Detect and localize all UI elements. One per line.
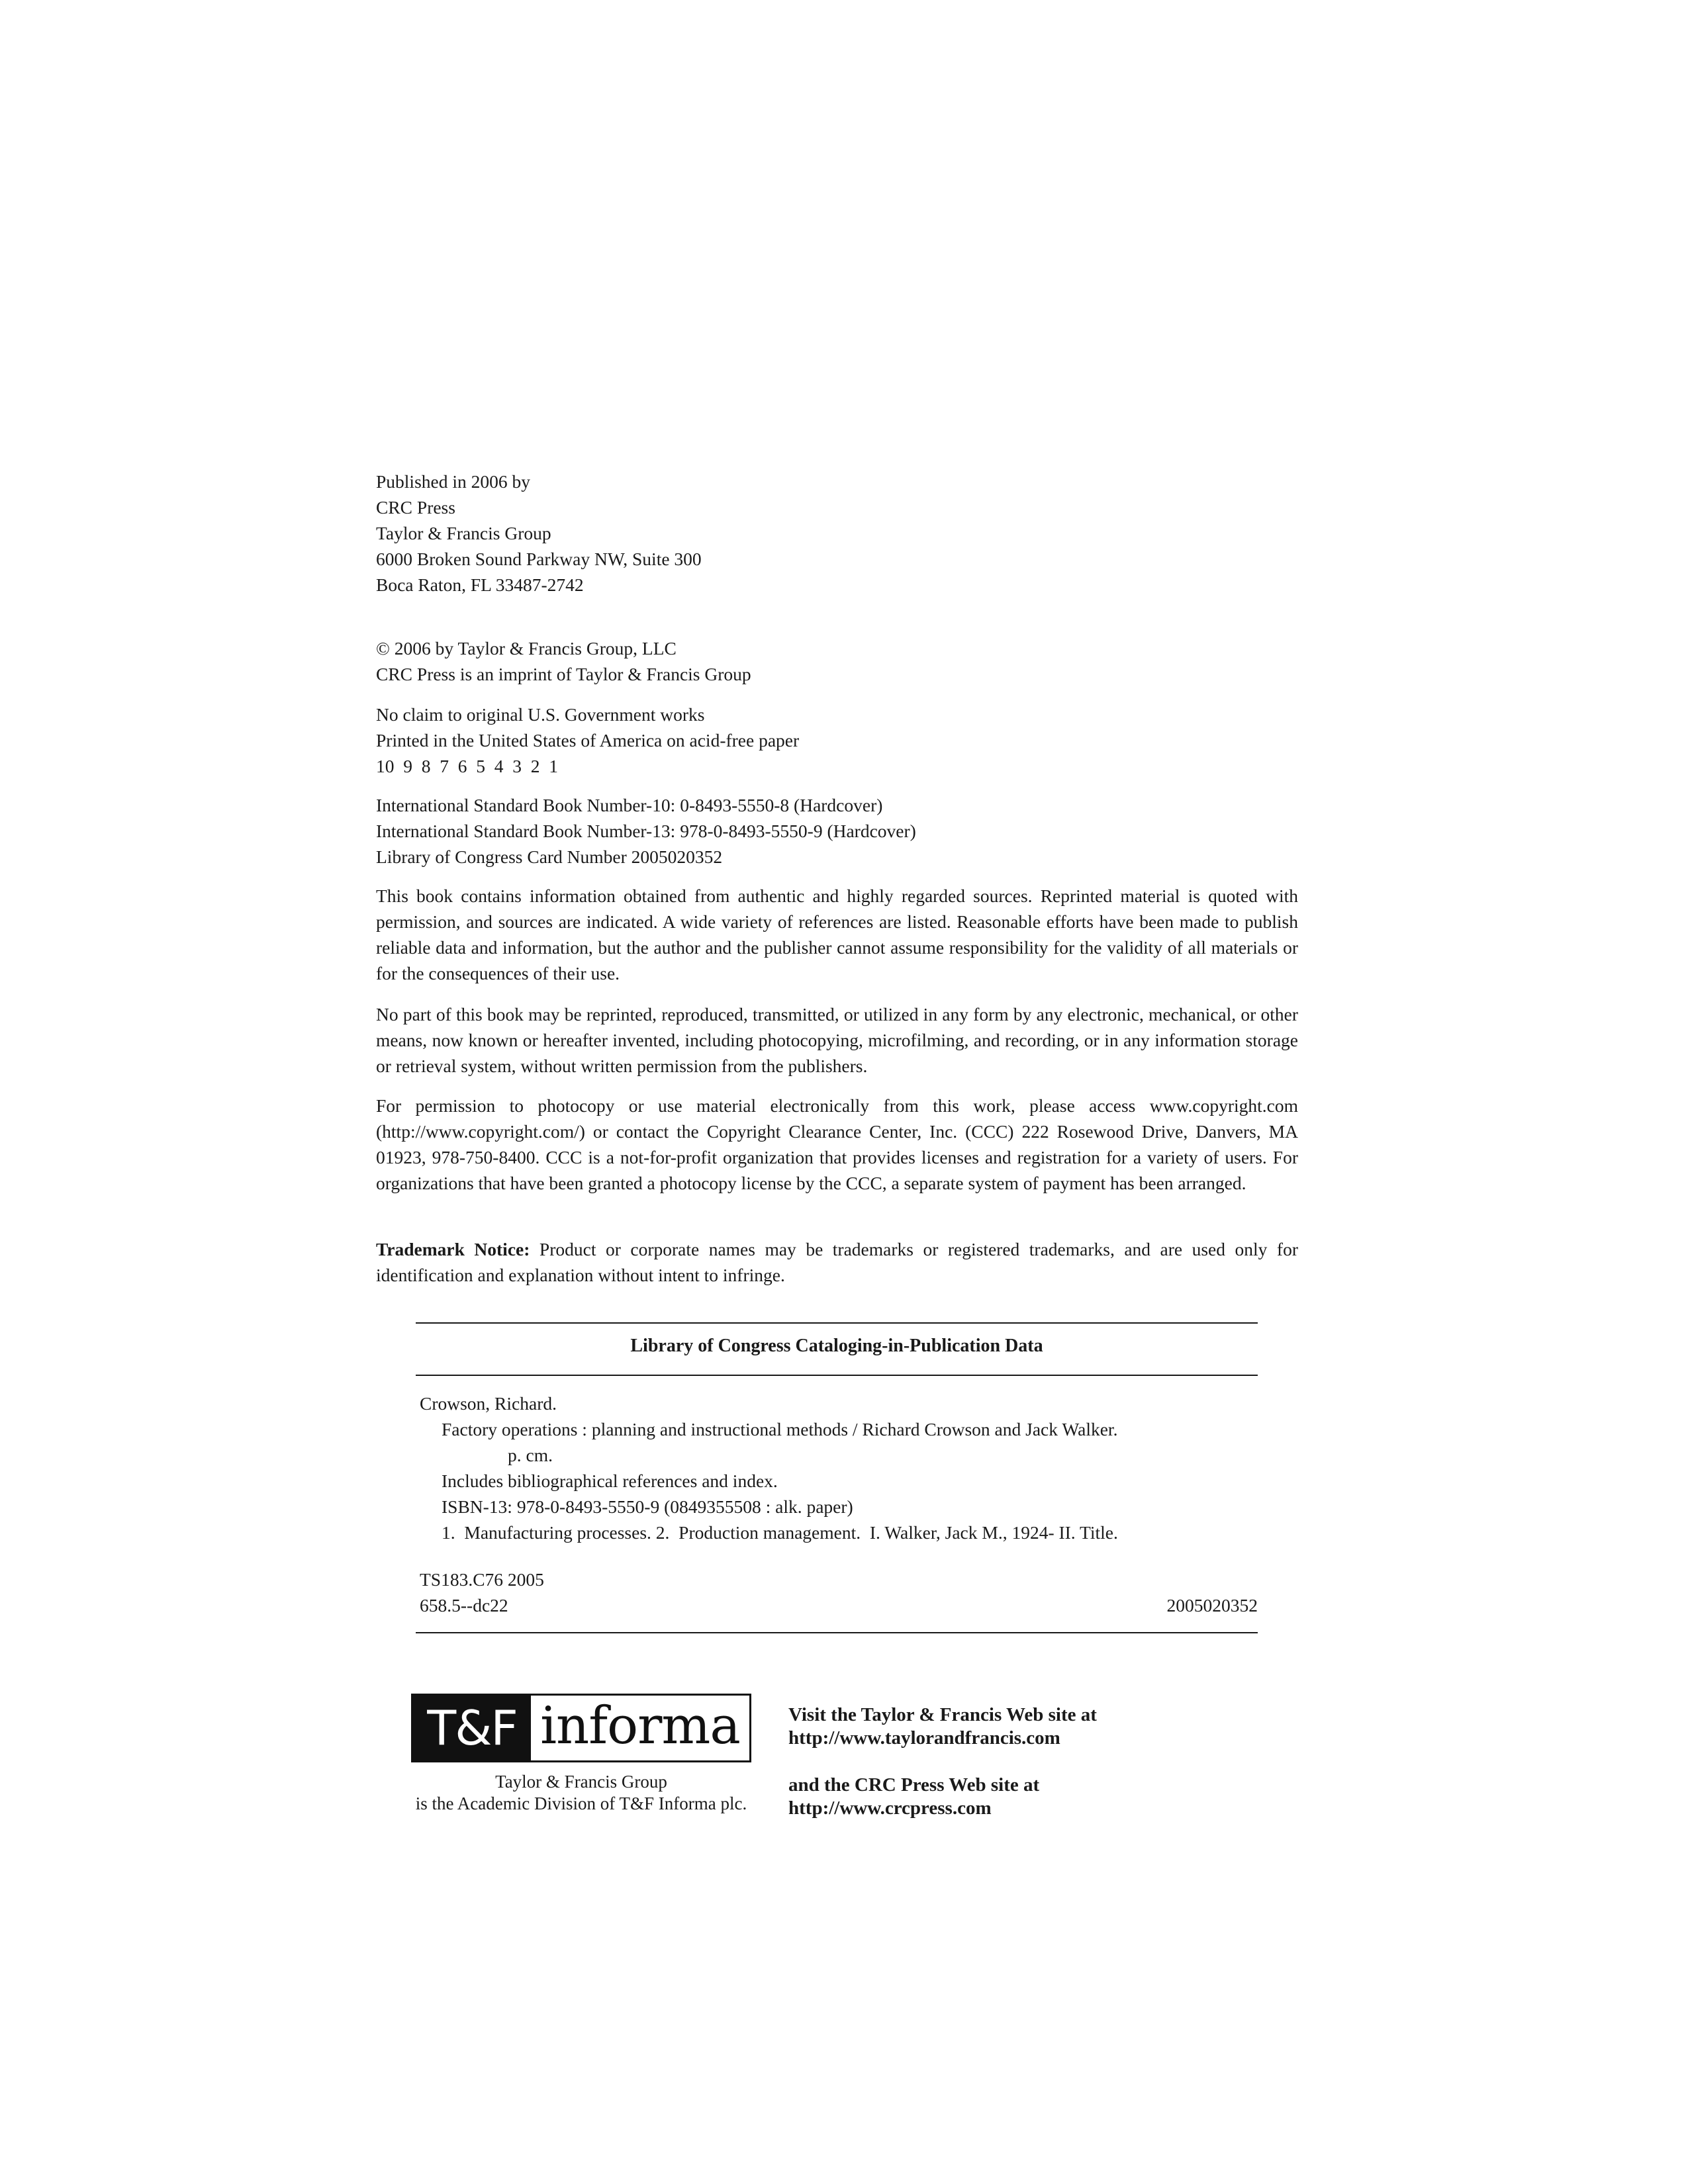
- copyright-line: CRC Press is an imprint of Taylor & Francis Group: [376, 664, 751, 684]
- logo-caption-line: Taylor & Francis Group: [495, 1772, 667, 1792]
- publisher-line: Taylor & Francis Group: [376, 523, 551, 543]
- claim-line: Printed in the United States of America on acid-free paper: [376, 730, 800, 751]
- printing-number-line: 10 9 8 7 6 5 4 3 2 1: [376, 756, 558, 776]
- publisher-line: CRC Press: [376, 497, 455, 518]
- tf-logo-mark: T&F: [413, 1696, 531, 1760]
- isbn-line: International Standard Book Number-13: 978-0-8493-5550-9 (Hardcover): [376, 821, 916, 841]
- cip-title: Factory operations : planning and instructional methods / Richard Crowson and Jack Walker.: [442, 1419, 1118, 1439]
- copyright-line: © 2006 by Taylor & Francis Group, LLC: [376, 638, 677, 659]
- cip-dewey-row: [420, 1592, 1258, 1618]
- publisher-line: 6000 Broken Sound Parkway NW, Suite 300: [376, 549, 702, 569]
- reproduction-paragraph: No part of this book may be reprinted, reproduced, transmitted, or utilized in any form by any electronic, mechanical, or other means, now known or hereafter invented, including photocopying, microfilming, and recording, or in any information storage or retrieval system, without written permission from the publishers.: [376, 1004, 1298, 1076]
- cip-isbn: ISBN-13: 978-0-8493-5550-9 (0849355508 : alk. paper): [442, 1496, 853, 1517]
- crc-web-label: and the CRC Press Web site at: [788, 1774, 1040, 1796]
- sources-paragraph: This book contains information obtained from authentic and highly regarded sources. Reprinted material is quoted with permission, and sources are indicated. A wide variety of references are listed. Reasonable efforts have been made to publish reliable data and information, but the author and the publisher cannot assume responsibility for the validity of all materials or for the consequences of their use.: [376, 886, 1298, 983]
- cip-record: [420, 1390, 1258, 1545]
- publisher-block: [376, 469, 1298, 598]
- logo-caption-line: is the Academic Division of T&F Informa plc.: [415, 1794, 747, 1813]
- cip-rule-top: [416, 1322, 1258, 1324]
- cip-heading: Library of Congress Cataloging-in-Publication Data: [630, 1336, 1043, 1356]
- tf-web-link[interactable]: http://www.taylorandfrancis.com: [788, 1727, 1060, 1749]
- copyright-block: [376, 635, 1298, 687]
- cip-lccn: 2005020352: [1166, 1595, 1258, 1615]
- cip-author: Crowson, Richard.: [420, 1393, 557, 1414]
- web-info: [788, 1704, 1291, 1820]
- tf-web-label: Visit the Taylor & Francis Web site at: [788, 1704, 1097, 1725]
- informa-logo-text: informa: [540, 1696, 740, 1756]
- lccn-line: Library of Congress Card Number 2005020352: [376, 846, 723, 867]
- cip-rule-middle: [416, 1375, 1258, 1376]
- cip-dewey: 658.5--dc22: [420, 1595, 508, 1615]
- tf-informa-logo: [411, 1694, 751, 1762]
- spacer: [788, 1750, 1291, 1774]
- cip-includes: Includes bibliographical references and index.: [442, 1471, 778, 1491]
- crc-web-link[interactable]: http://www.crcpress.com: [788, 1797, 992, 1819]
- claim-line: No claim to original U.S. Government works: [376, 704, 705, 725]
- isbn-block: [376, 792, 1298, 870]
- logo-caption: [397, 1771, 765, 1815]
- trademark-label: Trademark Notice:: [376, 1239, 530, 1259]
- trademark-paragraph: [376, 1236, 1298, 1288]
- cip-subjects: 1. Manufacturing processes. 2. Production management. I. Walker, Jack M., 1924- II. Title.: [442, 1522, 1118, 1543]
- cip-pages: p. cm.: [508, 1445, 553, 1465]
- trademark-text: Product or corporate names may be trademarks or registered trademarks, and are used only for identification and explanation without intent to infringe.: [376, 1239, 1298, 1285]
- cip-rule-bottom: [416, 1632, 1258, 1633]
- publisher-line: Published in 2006 by: [376, 471, 530, 492]
- permission-paragraph: For permission to photocopy or use material electronically from this work, please access www.copyright.com (http://www.copyright.com/) or contact the Copyright Clearance Center, Inc. (CCC) 222 Rosewood Drive, Danvers, MA 01923, 978-750-8400. CCC is a not-for-profit organization that provides licenses and registration for a variety of users. For organizations that have been granted a photocopy license by the CCC, a separate system of payment has been arranged.: [376, 1095, 1298, 1193]
- cip-call-number: TS183.C76 2005: [420, 1569, 544, 1590]
- cip-classification: [420, 1567, 1258, 1618]
- isbn-line: International Standard Book Number-10: 0-8493-5550-8 (Hardcover): [376, 795, 883, 815]
- claim-block: [376, 702, 1298, 779]
- publisher-line: Boca Raton, FL 33487-2742: [376, 574, 584, 595]
